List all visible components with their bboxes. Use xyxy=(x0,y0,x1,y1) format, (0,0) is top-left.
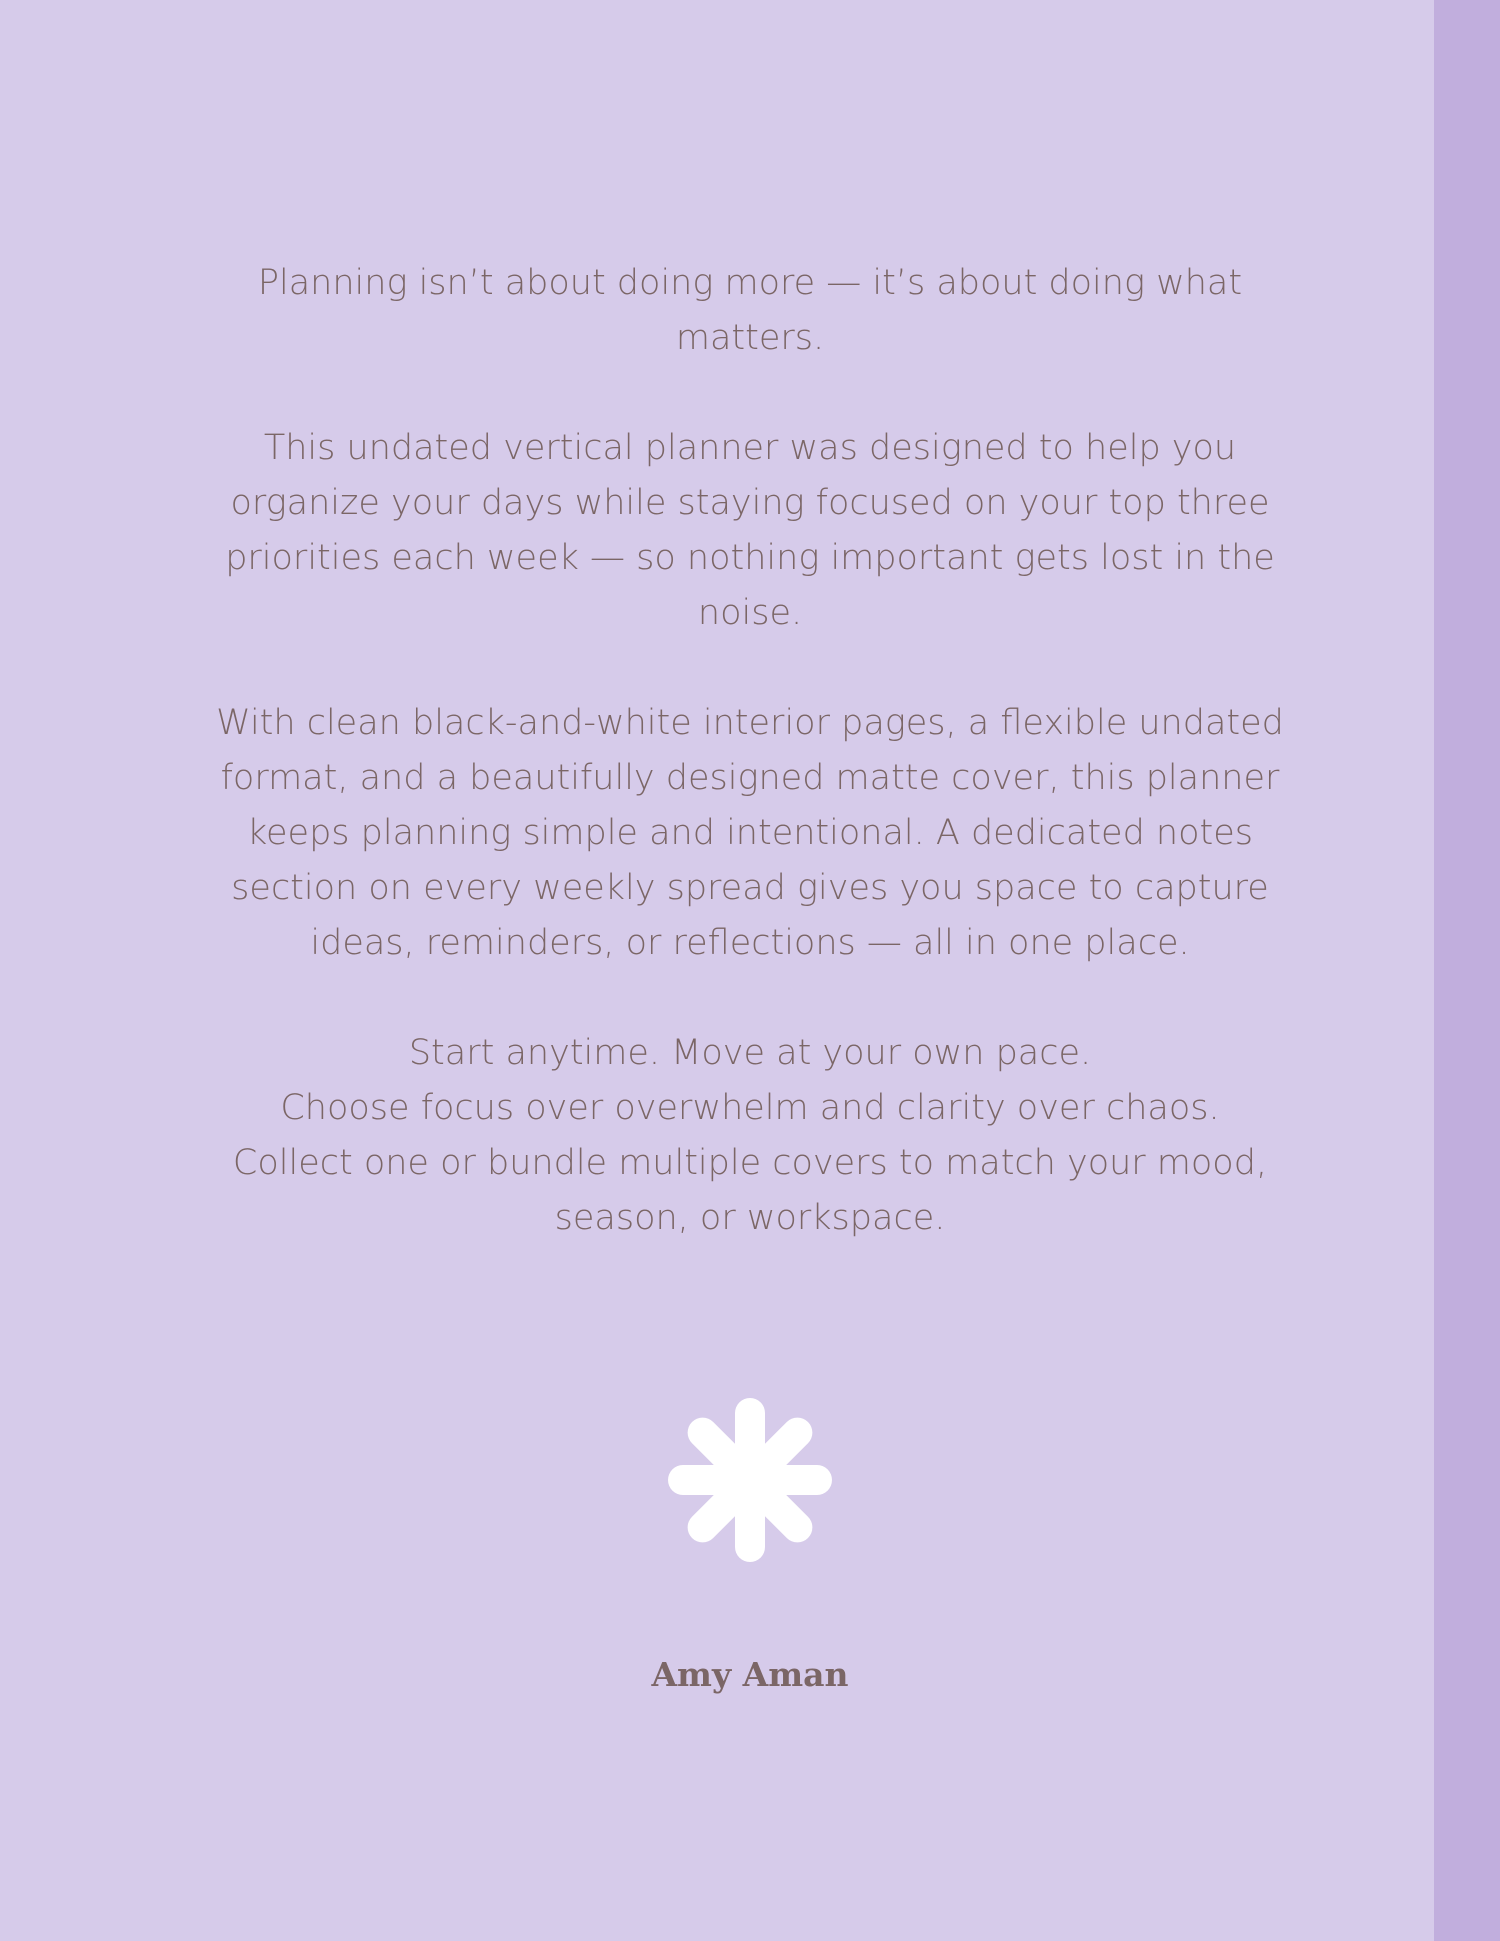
para3-line-2: format, and a beautifully designed matte cover, this planner xyxy=(220,758,1280,798)
closing-paragraph xyxy=(200,1026,1300,1246)
para4-line-4: season, or workspace. xyxy=(554,1198,946,1238)
para3-line-1: With clean black-and-white interior pages, a flexible undated xyxy=(216,703,1284,743)
para2-line-3: priorities each week — so nothing important gets lost in the xyxy=(225,538,1275,578)
intro-line-2: matters. xyxy=(675,318,825,358)
spine-strip xyxy=(1434,0,1500,1941)
planner-description-paragraph xyxy=(200,421,1300,641)
para3-line-3: keeps planning simple and intentional. A dedicated notes xyxy=(246,813,1254,853)
para2-line-4: noise. xyxy=(697,593,803,633)
intro-line-1: Planning isn’t about doing more — it’s about doing what xyxy=(257,263,1243,303)
author-name: Amy Aman xyxy=(651,1655,849,1694)
para4-line-2: Choose focus over overwhelm and clarity over chaos. xyxy=(280,1088,1220,1128)
para3-line-4: section on every weekly spread gives you space to capture xyxy=(231,868,1269,908)
para2-line-2: organize your days while staying focused on your top three xyxy=(230,483,1270,523)
para2-line-1: This undated vertical planner was designed to help you xyxy=(263,428,1237,468)
intro-paragraph xyxy=(200,256,1300,366)
para3-line-5: ideas, reminders, or reflections — all in one place. xyxy=(310,923,1190,963)
flower-petals xyxy=(668,1398,832,1562)
flower-icon xyxy=(660,1390,840,1570)
para4-line-1: Start anytime. Move at your own pace. xyxy=(408,1033,1092,1073)
para4-line-3: Collect one or bundle multiple covers to match your mood, xyxy=(232,1143,1268,1183)
description-text xyxy=(200,256,1300,1301)
features-paragraph xyxy=(200,696,1300,971)
